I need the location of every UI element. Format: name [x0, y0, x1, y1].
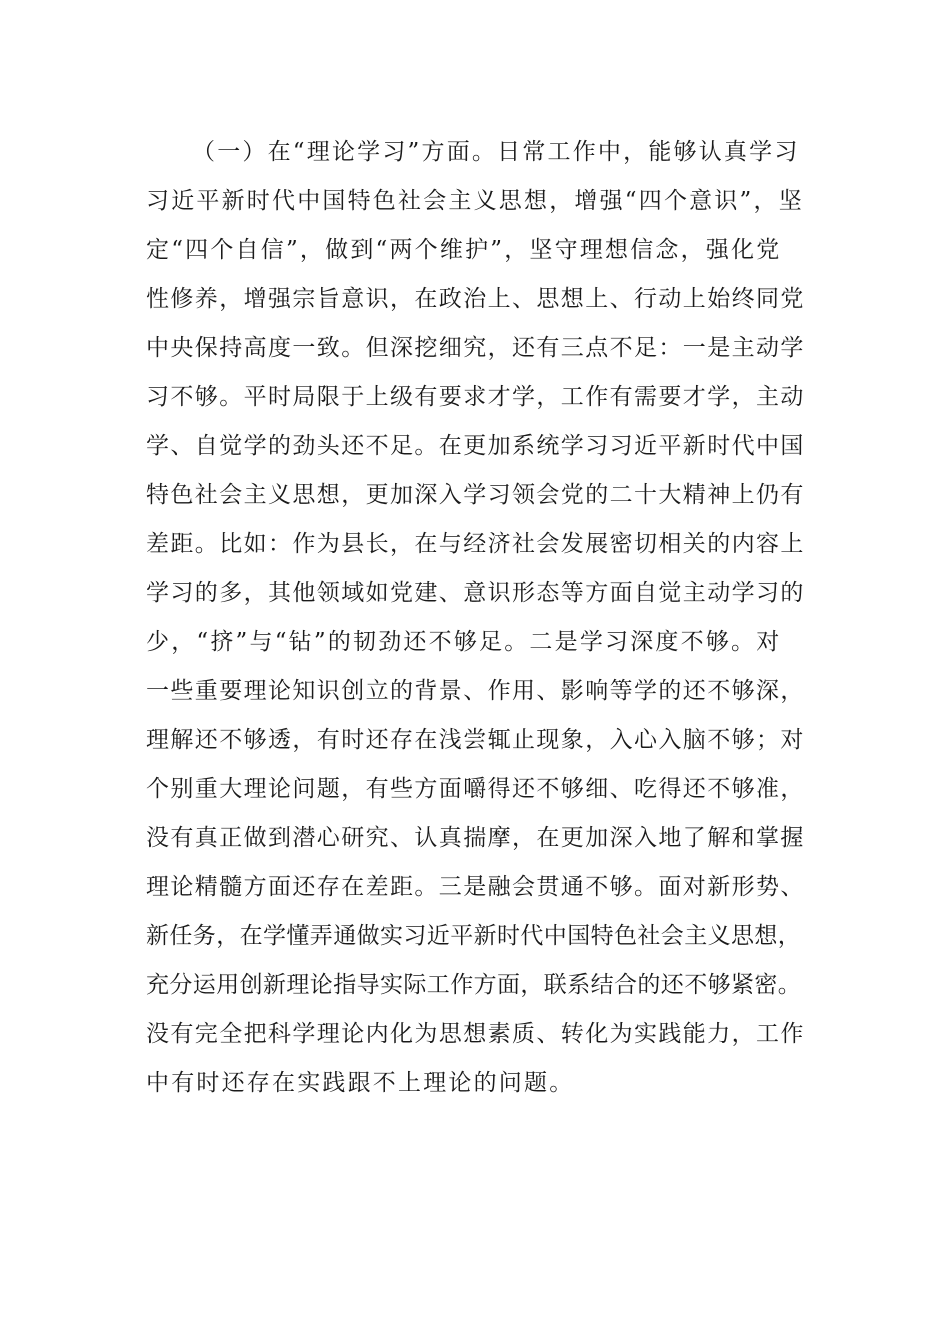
body-paragraph — [146, 128, 806, 1108]
paragraph-line: 学、自觉学的劲头还不足。在更加系统学习习近平新时代中国 — [146, 433, 805, 459]
paragraph-line: 个别重大理论问题，有些方面嚼得还不够细、吃得还不够准， — [146, 776, 805, 802]
paragraph-line: 中央保持高度一致。但深挖细究，还有三点不足：一是主动学 — [146, 335, 805, 361]
paragraph-line: 性修养，增强宗旨意识，在政治上、思想上、行动上始终同党 — [146, 286, 805, 312]
paragraph-line: 充分运用创新理论指导实际工作方面，联系结合的还不够紧密。 — [146, 972, 802, 998]
paragraph-line: 少，“挤”与“钻”的韧劲还不够足。二是学习深度不够。对 — [146, 629, 782, 655]
paragraph-line: 没有完全把科学理论内化为思想素质、转化为实践能力，工作 — [146, 1021, 805, 1047]
paragraph-line: 定“四个自信”，做到“两个维护”，坚守理想信念，强化党 — [146, 237, 782, 263]
paragraph-line: 中有时还存在实践跟不上理论的问题。 — [146, 1070, 575, 1096]
paragraph-line: 差距。比如：作为县长，在与经济社会发展密切相关的内容上 — [146, 531, 805, 557]
paragraph-line: 理论精髓方面还存在差距。三是融会贯通不够。面对新形势、 — [146, 874, 805, 900]
paragraph-line: 没有真正做到潜心研究、认真揣摩，在更加深入地了解和掌握 — [146, 825, 805, 851]
paragraph-line: 习不够。平时局限于上级有要求才学，工作有需要才学，主动 — [146, 384, 805, 410]
paragraph-line: 学习的多，其他领域如党建、意识形态等方面自觉主动学习的 — [146, 580, 805, 606]
paragraph-line: 习近平新时代中国特色社会主义思想，增强“四个意识”，坚 — [146, 188, 804, 214]
paragraph-line: （一）在“理论学习”方面。日常工作中，能够认真学习 — [192, 139, 800, 165]
paragraph-line: 理解还不够透，有时还存在浅尝辄止现象，入心入脑不够；对 — [146, 727, 805, 753]
paragraph-line: 特色社会主义思想，更加深入学习领会党的二十大精神上仍有 — [146, 482, 805, 508]
paragraph-line: 新任务，在学懂弄通做实习近平新时代中国特色社会主义思想， — [146, 923, 802, 949]
paragraph-line: 一些重要理论知识创立的背景、作用、影响等学的还不够深， — [146, 678, 805, 704]
